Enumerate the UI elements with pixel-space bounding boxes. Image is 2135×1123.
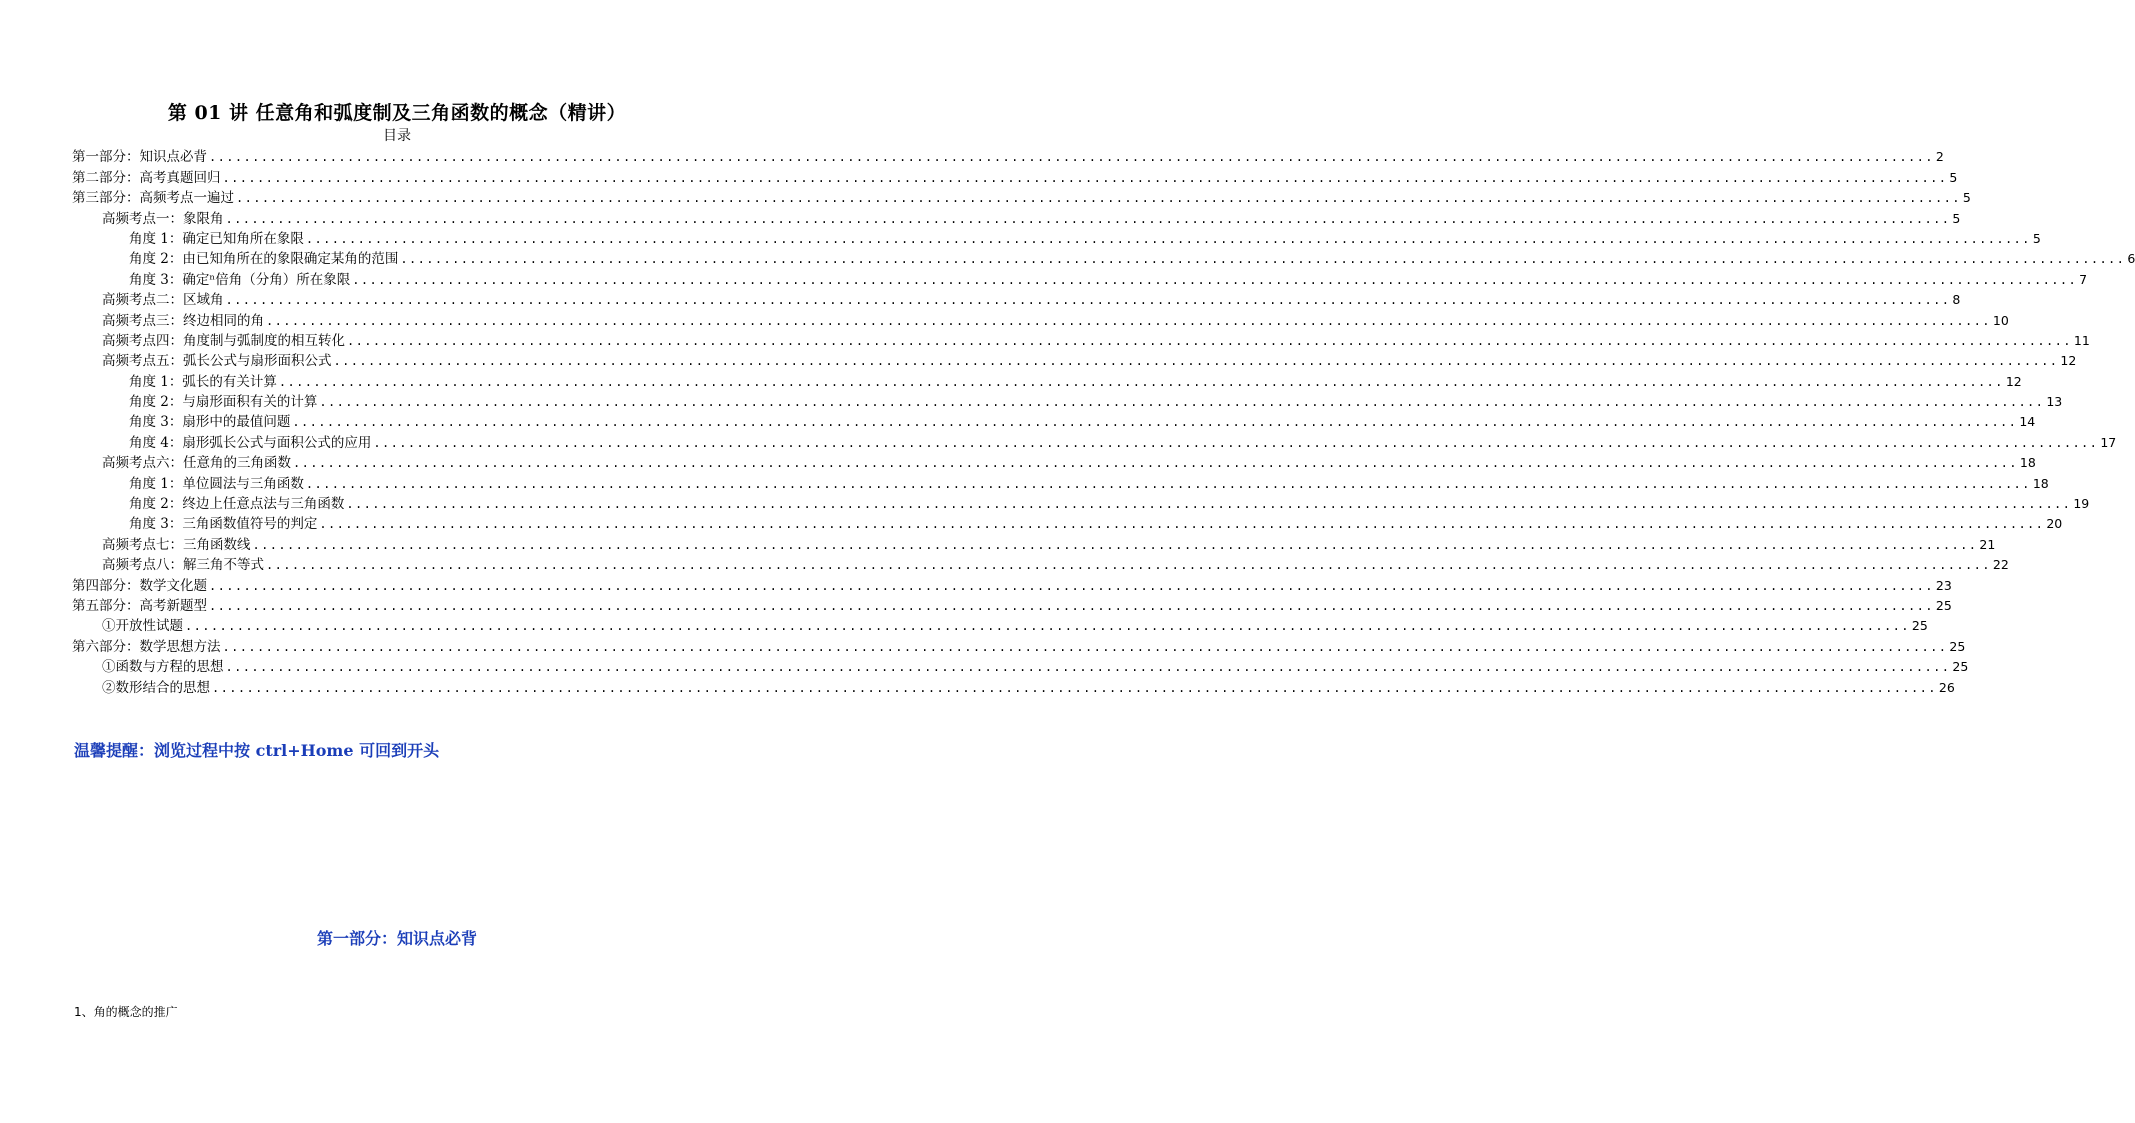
toc-entry-text: 第一部分：知识点必背 (72, 149, 207, 166)
toc-entry[interactable] (72, 309, 2009, 329)
toc-entry[interactable] (72, 187, 1971, 207)
toc-entry-text: 高频考点四：角度制与弧制度的相互转化 (102, 332, 345, 349)
toc-page-number: 12 (2005, 373, 2022, 389)
toc-entry-text: 角度 3：确定ⁿ倍角（分角）所在象限 (129, 271, 351, 288)
toc-page-number: 7 (2079, 271, 2088, 287)
toc-entry[interactable] (72, 248, 2135, 268)
toc-page-number: 10 (1992, 312, 2009, 328)
toc-dot-leader: ........................................................................................................................................................................................................ (212, 680, 1937, 695)
toc-page-number: 5 (1949, 169, 1958, 185)
toc-dot-leader: ........................................................................................................................................................................................................ (252, 537, 1978, 552)
toc-dot-leader: ........................................................................................................................................................................................................ (293, 456, 2018, 471)
toc-entry[interactable] (72, 595, 1952, 615)
toc-entry-text: 第四部分：数学文化题 (72, 577, 207, 594)
document-title: 第 01 讲 任意角和弧度制及三角函数的概念（精讲） (167, 102, 627, 124)
toc-page-number: 13 (2046, 394, 2063, 410)
toc-entry[interactable] (72, 207, 1961, 227)
toc-entry-text: 角度 1：确定已知角所在象限 (129, 230, 304, 247)
toc-dot-leader: ........................................................................................................................................................................................................ (400, 252, 2126, 267)
toc-page-number: 18 (2032, 475, 2049, 491)
toc-page-number: 5 (2032, 230, 2041, 246)
toc-entry[interactable] (72, 513, 2063, 533)
toc-dot-leader: ........................................................................................................................................................................................................ (222, 639, 1948, 654)
toc-entry[interactable] (72, 676, 1955, 696)
toc-entry-text: 高频考点六：任意角的三角函数 (102, 455, 291, 472)
toc-entry-text: 高频考点五：弧长公式与扇形面积公式 (102, 353, 332, 370)
toc-entry[interactable] (72, 166, 1958, 186)
toc-dot-leader: ........................................................................................................................................................................................................ (209, 598, 1934, 613)
toc-dot-leader: ........................................................................................................................................................................................................ (225, 211, 1951, 226)
toc-entry[interactable] (72, 289, 1961, 309)
toc-dot-leader: ........................................................................................................................................................................................................ (292, 415, 2018, 430)
toc-heading: 目录 (383, 128, 411, 144)
toc-entry-text: 角度 3：扇形中的最值问题 (129, 414, 291, 431)
toc-page-number: 5 (1952, 210, 1961, 226)
toc-entry-text: 第三部分：高频考点一遍过 (72, 190, 234, 207)
toc-dot-leader: ........................................................................................................................................................................................................ (319, 517, 2045, 532)
toc-entry-text: 角度 4：扇形弧长公式与面积公式的应用 (129, 434, 372, 451)
toc-entry-text: ①开放性试题 (102, 618, 183, 635)
toc-entry-text: 角度 1：弧长的有关计算 (129, 373, 277, 390)
toc-entry-text: 第二部分：高考真题回归 (72, 169, 221, 186)
toc-dot-leader: ........................................................................................................................................................................................................ (225, 293, 1951, 308)
toc-dot-leader: ........................................................................................................................................................................................................ (209, 150, 1934, 165)
toc-dot-leader: ........................................................................................................................................................................................................ (352, 272, 2078, 287)
toc-dot-leader: ........................................................................................................................................................................................................ (222, 170, 1948, 185)
toc-page-number: 12 (2060, 353, 2077, 369)
toc-dot-leader: ........................................................................................................................................................................................................ (236, 191, 1961, 206)
toc-entry[interactable] (72, 370, 2022, 390)
toc-entry[interactable] (72, 635, 1966, 655)
toc-page-number: 17 (2100, 434, 2117, 450)
table-of-contents (72, 146, 2135, 697)
toc-entry[interactable] (72, 533, 1996, 553)
toc-page-number: 21 (1979, 536, 1996, 552)
toc-dot-leader: ........................................................................................................................................................................................................ (225, 660, 1951, 675)
toc-page-number: 25 (1952, 659, 1969, 675)
reminder-note: 温馨提醒：浏览过程中按 ctrl+Home 可回到开头 (74, 741, 440, 760)
toc-entry[interactable] (72, 493, 2090, 513)
toc-page-number: 14 (2019, 414, 2036, 430)
toc-page-number: 20 (2046, 516, 2063, 532)
toc-dot-leader: ........................................................................................................................................................................................................ (333, 354, 2059, 369)
knowledge-point-heading: 1、角的概念的推广 (74, 1005, 178, 1019)
toc-page-number: 18 (2019, 455, 2036, 471)
toc-entry-text: 高频考点三：终边相同的角 (102, 312, 264, 329)
toc-entry[interactable] (72, 554, 2009, 574)
toc-page-number: 2 (1935, 149, 1944, 165)
toc-entry-text: 角度 2：与扇形面积有关的计算 (129, 394, 318, 411)
toc-entry-text: 高频考点一：象限角 (102, 210, 224, 227)
toc-entry[interactable] (72, 574, 1952, 594)
toc-entry[interactable] (72, 146, 1944, 166)
toc-page-number: 5 (1962, 190, 1971, 206)
toc-entry-text: 第五部分：高考新题型 (72, 597, 207, 614)
toc-entry-text: ②数形结合的思想 (102, 679, 210, 696)
toc-dot-leader: ........................................................................................................................................................................................................ (373, 435, 2099, 450)
toc-dot-leader: ........................................................................................................................................................................................................ (347, 333, 2072, 348)
toc-entry[interactable] (72, 391, 2063, 411)
toc-page-number: 6 (2127, 251, 2135, 267)
toc-entry[interactable] (72, 431, 2117, 451)
toc-entry[interactable] (72, 452, 2036, 472)
toc-entry-text: 高频考点八：解三角不等式 (102, 557, 264, 574)
toc-dot-leader: ........................................................................................................................................................................................................ (319, 395, 2045, 410)
toc-entry[interactable] (72, 330, 2090, 350)
toc-page-number: 26 (1938, 679, 1955, 695)
toc-entry[interactable] (72, 656, 1969, 676)
toc-entry[interactable] (72, 228, 2041, 248)
toc-page-number: 11 (2073, 332, 2090, 348)
toc-entry-text: 角度 2：由已知角所在的象限确定某角的范围 (129, 251, 399, 268)
toc-dot-leader: ........................................................................................................................................................................................................ (278, 374, 2004, 389)
toc-page-number: 22 (1992, 557, 2009, 573)
toc-page-number: 19 (2073, 496, 2090, 512)
toc-entry-text: ①函数与方程的思想 (102, 659, 224, 676)
toc-entry[interactable] (72, 411, 2036, 431)
toc-page-number: 25 (1935, 597, 1952, 613)
toc-entry-text: 角度 1：单位圆法与三角函数 (129, 475, 304, 492)
toc-entry[interactable] (72, 615, 1928, 635)
toc-dot-leader: ........................................................................................................................................................................................................ (346, 497, 2072, 512)
toc-entry[interactable] (72, 268, 2088, 288)
toc-entry-text: 角度 3：三角函数值符号的判定 (129, 516, 318, 533)
toc-page-number: 25 (1949, 638, 1966, 654)
toc-entry[interactable] (72, 472, 2049, 492)
toc-dot-leader: ........................................................................................................................................................................................................ (185, 619, 1910, 634)
toc-entry-text: 高频考点七：三角函数线 (102, 536, 251, 553)
toc-page-number: 23 (1935, 577, 1952, 593)
section-title: 第一部分：知识点必背 (316, 929, 477, 948)
toc-entry-text: 高频考点二：区域角 (102, 292, 224, 309)
toc-dot-leader: ........................................................................................................................................................................................................ (209, 578, 1934, 593)
toc-dot-leader: ........................................................................................................................................................................................................ (266, 558, 1991, 573)
toc-dot-leader: ........................................................................................................................................................................................................ (266, 313, 1991, 328)
toc-page-number: 25 (1911, 618, 1928, 634)
toc-entry[interactable] (72, 350, 2077, 370)
toc-entry-text: 角度 2：终边上任意点法与三角函数 (129, 496, 345, 513)
toc-page-number: 8 (1952, 292, 1961, 308)
toc-dot-leader: ........................................................................................................................................................................................................ (305, 231, 2031, 246)
toc-dot-leader: ........................................................................................................................................................................................................ (305, 476, 2031, 491)
toc-entry-text: 第六部分：数学思想方法 (72, 638, 221, 655)
